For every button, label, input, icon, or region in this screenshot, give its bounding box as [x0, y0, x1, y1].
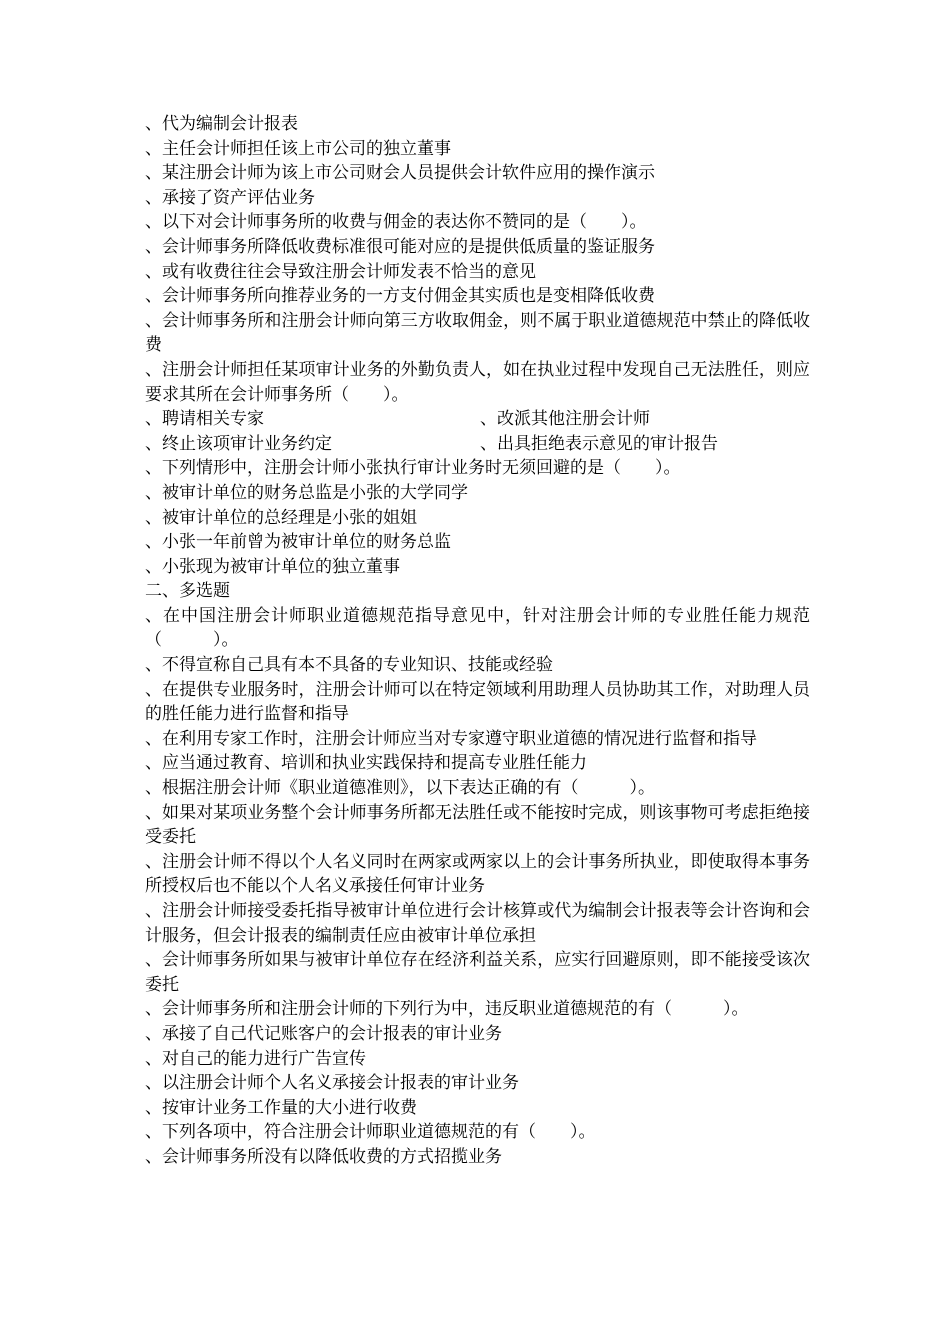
text-line: 、注册会计师不得以个人名义同时在两家或两家以上的会计事务所执业，即使取得本事务所授权后也不能以个人名义承接任何审计业务 [145, 851, 810, 897]
text-line: 、会计师事务所降低收费标准很可能对应的是提供低质量的鉴证服务 [145, 236, 655, 257]
text-line: 、或有收费往往会导致注册会计师发表不恰当的意见 [145, 261, 536, 282]
text-line: 、以下对会计师事务所的收费与佣金的表达你不赞同的是（ ）。 [145, 212, 647, 233]
text-line: 、注册会计师接受委托指导被审计单位进行会计核算或代为编制会计报表等会计咨询和会计服务，但会计报表的编制责任应由被审计单位承担 [145, 901, 810, 946]
text-line: 、会计师事务所如果与被审计单位存在经济利益关系，应实行回避原则，即不能接受该次委托 [145, 950, 810, 995]
text-line: 、承接了资产评估业务 [145, 187, 315, 208]
text-line: 、不得宣称自己具有本不具备的专业知识、技能或经验 [145, 655, 553, 676]
text-line: 、被审计单位的总经理是小张的姐姐 [145, 507, 417, 528]
text-line: 、小张现为被审计单位的独立董事 [145, 556, 400, 577]
text-line: 、小张一年前曾为被审计单位的财务总监 [145, 532, 451, 553]
option-left: 、终止该项审计业务约定 [145, 433, 332, 454]
text-line: 、下列各项中，符合注册会计师职业道德规范的有（ ）。 [145, 1122, 596, 1143]
text-line: 二、多选题 [145, 581, 230, 602]
text-line: 、下列情形中，注册会计师小张执行审计业务时无须回避的是（ ）。 [145, 458, 681, 479]
text-line: 、在中国注册会计师职业道德规范指导意见中，针对注册会计师的专业胜任能力规范（ ）。 [145, 605, 810, 651]
text-line: 、应当通过教育、培训和执业实践保持和提高专业胜任能力 [145, 753, 587, 774]
text-line: 、以注册会计师个人名义承接会计报表的审计业务 [145, 1073, 519, 1094]
text-line: 、如果对某项业务整个会计师事务所都无法胜任或不能按时完成，则该事物可考虑拒绝接受委托 [145, 802, 810, 848]
text-line: 、根据注册会计师《职业道德准则》，以下表达正确的有（ ）。 [145, 778, 655, 799]
option-row [145, 432, 810, 457]
text-line: 、在利用专家工作时，注册会计师应当对专家遵守职业道德的情况进行监督和指导 [145, 728, 757, 749]
text-line: 、注册会计师担任某项审计业务的外勤负责人，如在执业过程中发现自己无法胜任，则应要求其所在会计师事务所（ ）。 [145, 359, 810, 405]
text-line: 、代为编制会计报表 [145, 114, 298, 134]
option-right: 、出具拒绝表示意见的审计报告 [480, 433, 718, 454]
text-line: 、会计师事务所和注册会计师的下列行为中，违反职业道德规范的有（ ）。 [145, 999, 749, 1020]
option-row [145, 407, 810, 432]
text-line: 、主任会计师担任该上市公司的独立董事 [145, 138, 451, 159]
document-page [145, 112, 810, 1170]
option-right: 、改派其他注册会计师 [480, 409, 650, 430]
text-line: 、在提供专业服务时，注册会计师可以在特定领域利用助理人员协助其工作，对助理人员的胜任能力进行监督和指导 [145, 679, 810, 725]
text-line: 、会计师事务所没有以降低收费的方式招揽业务 [145, 1146, 502, 1167]
option-left: 、聘请相关专家 [145, 409, 264, 430]
text-line: 、某注册会计师为该上市公司财会人员提供会计软件应用的操作演示 [145, 163, 655, 184]
text-line: 、对自己的能力进行广告宣传 [145, 1048, 366, 1069]
text-line: 、按审计业务工作量的大小进行收费 [145, 1097, 417, 1118]
text-line: 、被审计单位的财务总监是小张的大学同学 [145, 482, 468, 503]
text-line: 、承接了自己代记账客户的会计报表的审计业务 [145, 1023, 502, 1044]
text-line: 、会计师事务所向推荐业务的一方支付佣金其实质也是变相降低收费 [145, 286, 655, 307]
text-line: 、会计师事务所和注册会计师向第三方收取佣金，则不属于职业道德规范中禁止的降低收费 [145, 310, 810, 356]
